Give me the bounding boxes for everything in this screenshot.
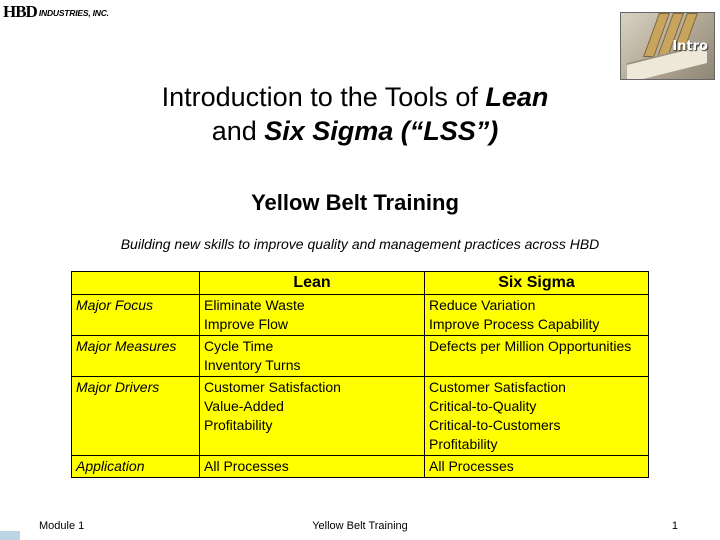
table-row bbox=[72, 456, 649, 478]
cell-line: Critical-to-Quality bbox=[429, 398, 537, 414]
intro-thumbnail bbox=[620, 12, 715, 80]
footer-title: Yellow Belt Training bbox=[312, 520, 408, 532]
six-sigma-cell bbox=[425, 377, 649, 456]
cell-line: Improve Process Capability bbox=[429, 316, 600, 332]
cell-line: Cycle Time bbox=[204, 338, 274, 354]
row-label: Major Drivers bbox=[72, 377, 200, 456]
company-logo bbox=[3, 2, 109, 20]
lean-cell bbox=[200, 336, 425, 377]
cell-line: Reduce Variation bbox=[429, 297, 536, 313]
title-line2-prefix: and bbox=[211, 116, 265, 146]
footer-page-number: 1 bbox=[671, 520, 678, 532]
cell-line: Customer Satisfaction bbox=[429, 379, 566, 395]
cell-line: Inventory Turns bbox=[204, 357, 301, 373]
slide-subtitle: Yellow Belt Training bbox=[251, 190, 459, 215]
comparison-table bbox=[71, 271, 649, 478]
thumbnail-label: Intro bbox=[672, 39, 708, 54]
footer-module: Module 1 bbox=[39, 520, 85, 532]
cell-line: Value-Added bbox=[204, 398, 284, 414]
row-label: Application bbox=[72, 456, 200, 478]
title-line1-emphasis: Lean bbox=[485, 82, 549, 112]
header-cell bbox=[72, 272, 200, 295]
cell-line: Eliminate Waste bbox=[204, 297, 305, 313]
lean-cell bbox=[200, 377, 425, 456]
table-row bbox=[72, 336, 649, 377]
logo-mark: HBD bbox=[3, 2, 37, 21]
row-label: Major Measures bbox=[72, 336, 200, 377]
cell-line: Defects per Million Opportunities bbox=[429, 338, 632, 354]
six-sigma-cell bbox=[425, 295, 649, 336]
table-row bbox=[72, 295, 649, 336]
lean-cell bbox=[200, 456, 425, 478]
title-line2-emphasis: Six Sigma (“LSS”) bbox=[264, 116, 499, 146]
six-sigma-cell bbox=[425, 336, 649, 377]
table-header-row bbox=[72, 272, 649, 295]
cell-line: Profitability bbox=[429, 436, 498, 452]
logo-text: INDUSTRIES, INC. bbox=[38, 8, 109, 18]
table-row bbox=[72, 377, 649, 456]
slide-tagline: Building new skills to improve quality and management practices across HBD bbox=[120, 236, 600, 252]
cell-line: Profitability bbox=[204, 417, 273, 433]
cell-line: All Processes bbox=[204, 458, 289, 474]
cell-line: Critical-to-Customers bbox=[429, 417, 561, 433]
header-cell-lean: Lean bbox=[200, 272, 425, 295]
cell-line: Customer Satisfaction bbox=[204, 379, 341, 395]
cell-line: Improve Flow bbox=[204, 316, 289, 332]
cell-line: All Processes bbox=[429, 458, 514, 474]
six-sigma-cell bbox=[425, 456, 649, 478]
title-line1-prefix: Introduction to the Tools of bbox=[161, 82, 486, 112]
row-label: Major Focus bbox=[72, 295, 200, 336]
lean-cell bbox=[200, 295, 425, 336]
slide-title bbox=[0, 80, 710, 148]
header-cell-six-sigma: Six Sigma bbox=[425, 272, 649, 295]
corner-decoration bbox=[0, 531, 20, 540]
